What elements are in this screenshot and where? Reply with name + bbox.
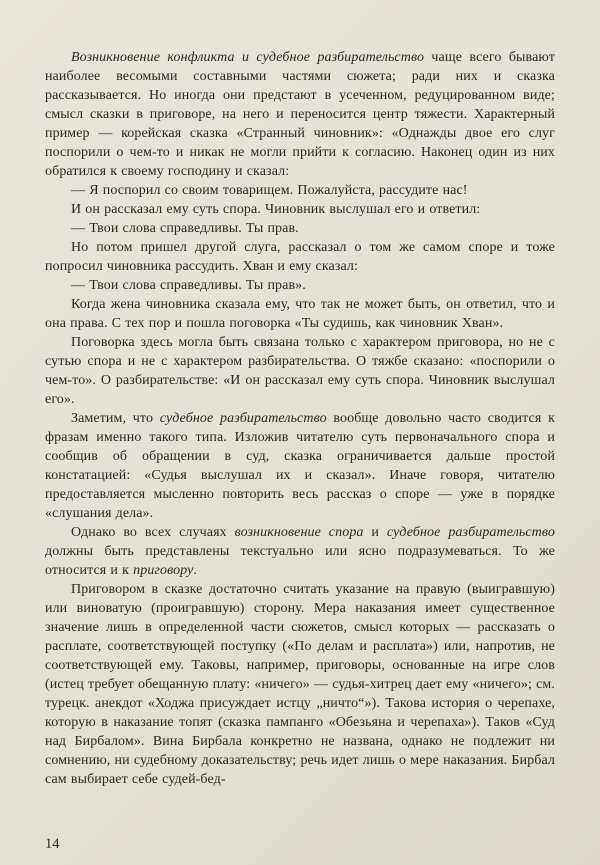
text-run: Но потом пришел другой слуга, рассказал о том же самом споре и тоже попросил чиновника рассудить. Хван и ему сказал: [45, 240, 555, 274]
paragraph [45, 200, 555, 219]
paragraph [45, 580, 555, 789]
text-run: Однако во всех случаях [71, 525, 235, 540]
paragraph [45, 276, 555, 295]
paragraph [45, 333, 555, 409]
text-run: и [363, 525, 387, 540]
text-run: Приговором в сказке достаточно считать указание на правую (выигравшую) или виноватую (проигравшую) сторону. Мера наказания имеет существенное значение лишь в определенной части сюжетов, смысл которых — рассказать о расплате, соответствующей поступку («По делам и расплата») или, напротив, не соответствующей ему. Таковы, например, приговоры, основанные на игре слов (истец требует обещанную плату: «ничего» — судья-хитрец дает ему «ничего»; см. турецк. анекдот «Ходжа присуждает истцу „ничто“»). Такова история о черепахе, которую в наказание топят (сказка пампанго «Обезьяна и черепаха»). Таков «Суд над Бирбалом». Вина Бирбала конкретно не названа, однако не подлежит ни сомнению, ни судебному доказательству; речь идет лишь о мере наказания. Бирбал сам выбирает себе судей-бед- [45, 582, 555, 787]
italic-text-run: возникновение спора [234, 525, 364, 540]
text-run: должны быть представлены текстуально или ясно подразумеваться. То же относится и к [45, 544, 555, 578]
text-run: вообще довольно часто сводится к фразам именно такого типа. Изложив читателю суть первоначального спора и сообщив об обращении в суд, сказка ограничивается дальше простой констатацией: «Судья выслушал их и сказал». Иначе говоря, читателю предоставляется мысленно повторить весь рассказ о споре — уже в порядке «слушания дела». [45, 411, 555, 521]
text-run: Заметим, что [71, 411, 160, 426]
paragraph [45, 523, 555, 580]
text-run: чаще всего бывают наиболее весомыми составными частями сюжета; ради них и сказка рассказывается. Но иногда они предстают в усеченном, редуцированном виде; смысл сказки в приговоре, на него и переносится центр тяжести. Характерный пример — корейская сказка «Странный чиновник»: «Однажды двое его слуг поспорили о чем-то и никак не могли прийти к согласию. Наконец один из них обратился к своему господину и сказал: [45, 50, 555, 179]
paragraph [45, 48, 555, 181]
text-run: — Я поспорил со своим товарищем. Пожалуйста, рассудите нас! [71, 183, 468, 198]
paragraph [45, 295, 555, 333]
italic-text-run: судебное разбирательство [159, 411, 327, 426]
text-run: И он рассказал ему суть спора. Чиновник выслушал его и ответил: [71, 202, 481, 217]
page-number: 14 [45, 835, 60, 852]
text-run: Поговорка здесь могла быть связана только с характером приговора, но не с сутью спора и не с характером разбирательства. О тяжбе сказано: «поспорили о чем-то». О разбирательстве: «И он рассказал ему суть спора. Чиновник выслушал его». [45, 335, 555, 407]
paragraph [45, 181, 555, 200]
paragraph [45, 409, 555, 523]
text-run: — Твои слова справедливы. Ты прав. [71, 221, 299, 236]
italic-text-run: Возникновение конфликта и судебное разбирательство [71, 50, 425, 65]
paragraph [45, 219, 555, 238]
text-run: . [193, 563, 198, 578]
text-run: Когда жена чиновника сказала ему, что так не может быть, он ответил, что и она права. С тех пор и пошла поговорка «Ты судишь, как чиновник Хван». [45, 297, 555, 331]
text-run: — Твои слова справедливы. Ты прав». [71, 278, 306, 293]
italic-text-run: судебное разбирательство [386, 525, 555, 540]
paragraph [45, 238, 555, 276]
italic-text-run: приговору [133, 563, 194, 578]
page-text-block [45, 48, 555, 820]
